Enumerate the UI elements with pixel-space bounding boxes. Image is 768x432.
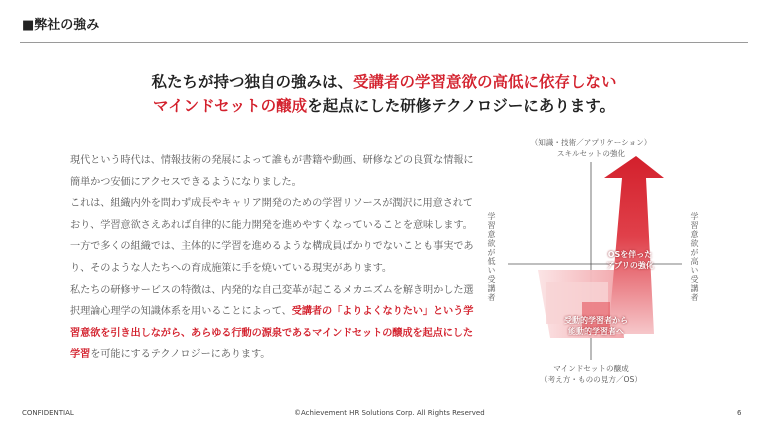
page-title: ■弊社の強み (22, 18, 100, 33)
passive-label-line: 能動的学習者へ (568, 327, 624, 336)
headline-text: を起点にした研修テクノロジーにあります。 (307, 97, 616, 115)
headline-line-2 (0, 94, 768, 118)
body-text-span: 私たちの研修サービスの特徴は、内発的な自己変革が起こるメカニズムを解き明かした選択理論心理学の知識体系を用いることによって、 (70, 284, 474, 318)
confidential-label: CONFIDENTIAL (22, 409, 74, 417)
arrow-label-line: OSを伴った (607, 250, 653, 259)
left-axis-label: 学習意欲が低い受講者 (487, 212, 496, 302)
arrow-label (592, 249, 668, 271)
headline (0, 70, 768, 118)
top-axis-main-label: スキルセットの強化 (556, 149, 626, 158)
body-emphasis: 受講者の「よりよくなりたい」という学習意欲を引き出しながら、あらゆる行動の源泉であるマインドセットの醸成を起点にした学習 (70, 306, 474, 361)
right-axis-label: 学習意欲が高い受講者 (690, 212, 699, 302)
growth-arrow (604, 156, 664, 334)
body-paragraph (70, 280, 478, 366)
headline-text: 私たちが持つ独自の強みは、 (151, 73, 353, 91)
bottom-axis-main-label: マインドセットの醸成 (553, 364, 629, 373)
body-text (70, 150, 478, 366)
top-axis-label (486, 137, 696, 159)
passive-label-line: 受動的学習者から (564, 316, 628, 325)
headline-highlight: マインドセットの醸成 (152, 97, 308, 115)
page-number: 6 (737, 409, 742, 417)
body-paragraph: 現代という時代は、情報技術の発展によって誰もが書籍や動画、研修などの良質な情報に簡単かつ安価にアクセスできるようになりました。 (70, 155, 474, 188)
copyright-text: ©Achievement HR Solutions Corp. All Rights Reserved (294, 409, 485, 417)
top-axis-sublabel: （知識・技術／アプリケーション） (530, 138, 652, 147)
bottom-axis-label (486, 363, 696, 385)
header-divider (20, 42, 748, 43)
growth-diagram (486, 134, 748, 394)
bottom-axis-sublabel: （考え方・ものの見方／OS） (540, 375, 642, 384)
body-paragraph: これは、組織内外を問わず成長やキャリア開発のための学習リソースが潤沢に用意されており、学習意欲さえあれば自律的に能力開発を進めやすくなっていることを意味します。 (70, 198, 473, 231)
passive-learner-label (546, 315, 646, 337)
arrow-label-line: アプリの強化 (606, 261, 654, 270)
body-paragraph: 一方で多くの組織では、主体的に学習を進めるような構成員ばかりでないことも事実であり、そのような人たちへの育成施策に手を焼いている現実があります。 (70, 241, 474, 274)
body-text-span: を可能にするテクノロジーにあります。 (90, 349, 271, 361)
headline-highlight: 受講者の学習意欲の高低に依存しない (353, 73, 617, 91)
headline-line-1 (0, 70, 768, 94)
